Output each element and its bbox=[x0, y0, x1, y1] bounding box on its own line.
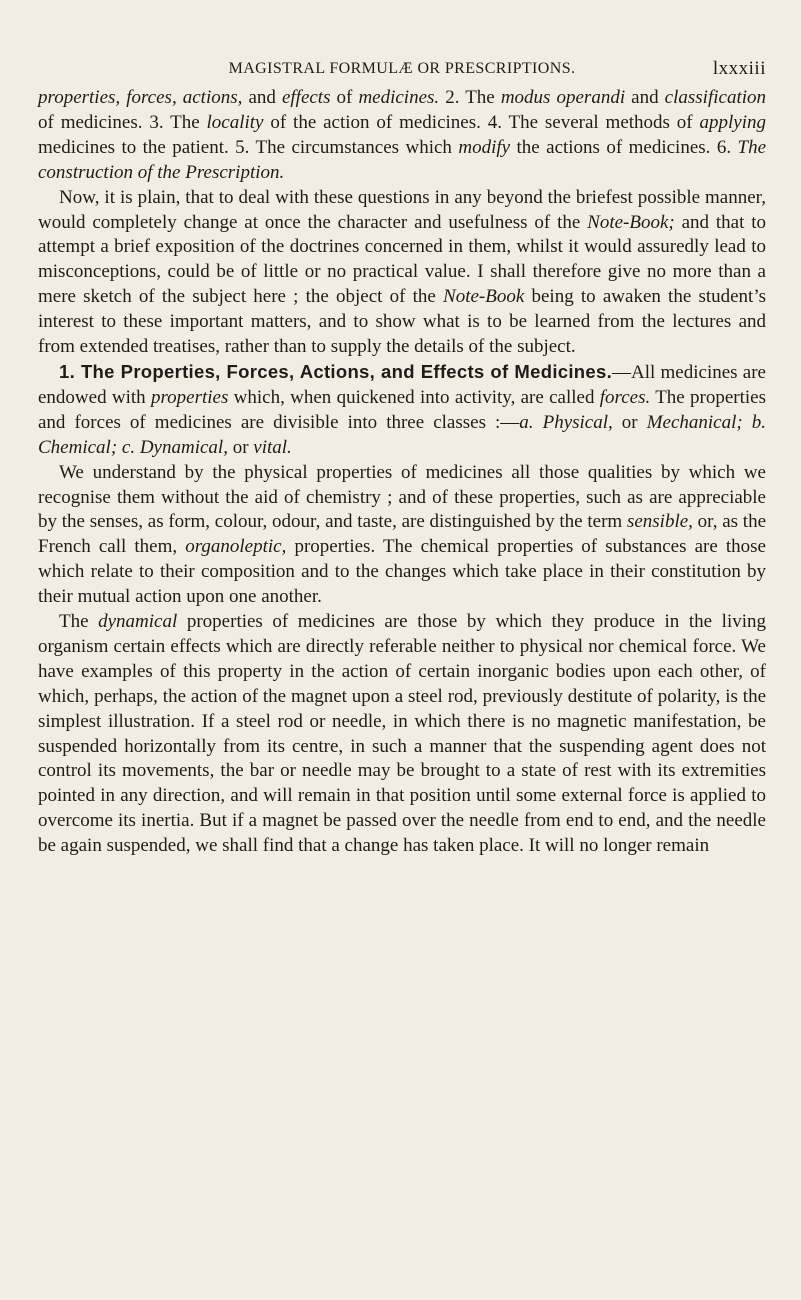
section-heading: 1. The Properties, Forces, Actions, and Effects of Medicines. bbox=[59, 360, 613, 382]
paragraph-4: We understand by the physical properties of medicines all those qualities by which we recognise them without the aid of chemistry ; and of these properties, such as are appreciable by the senses, as form, colour, odour, and taste, are distinguished by the term sensible, or, as the French call them, organoleptic, properties. The chemical properties of substances are those which relate to their composition and to the changes which take place in their constitution by their mutual action upon one another. bbox=[38, 461, 767, 608]
page-number: lxxxiii bbox=[712, 58, 766, 79]
body-text bbox=[38, 86, 766, 859]
running-head bbox=[38, 56, 766, 86]
paragraph-2: Now, it is plain, that to deal with these questions in any beyond the briefest possible manner, would completely change at once the character and usefulness of the Note-Book; and that to attempt a brief exposition of the doctrines concerned in them, whilst it would assuredly lead to misconceptions, could be of little or no practical value. I shall therefore give no more than a mere sketch of the subject here ; the object of the Note-Book being to awaken the student’s interest to these important matters, and to show what is to be learned from the lectures and from extended treatises, rather than to supply the details of the subject. bbox=[38, 186, 767, 358]
book-page bbox=[38, 56, 766, 859]
running-title: MAGISTRAL FORMULÆ OR PRESCRIPTIONS. bbox=[228, 60, 576, 77]
paragraph-5: The dynamical properties of medicines are those by which they produce in the living organism certain effects which are directly referable neither to physical nor chemical force. We have examples of this property in the action of certain inorganic bodies upon each other, of which, perhaps, the action of the magnet upon a steel rod, previously destitute of polarity, is the simplest illustration. If a steel rod or needle, in which there is no magnetic manifestation, be suspended horizontally from its centre, in such a manner that the suspending agent does not control its movements, the bar or needle may be brought to a state of rest with its extremities pointed in any direction, and will remain in that position until some external force is applied to overcome its inertia. But if a magnet be passed over the needle from end to end, and the needle be again suspended, we shall find that a change has taken place. It will no longer remain bbox=[38, 611, 766, 857]
paragraph-1: properties, forces, actions, and effects of medicines. 2. The modus operandi and classification of medicines. 3. The locality of the action of medicines. 4. The several methods of applying medicines to the patient. 5. The circumstances which modify the actions of medicines. 6. The construction of the Prescription. bbox=[38, 87, 766, 183]
paragraph-3: 1. The Properties, Forces, Actions, and Effects of Medicines.—All medicines are endowed with properties which, when quickened into activity, are called forces. The properties and forces of medicines are divisible into three classes :—a. Physical, or Mechanical; b. Chemical; c. Dynamical, or vital. bbox=[38, 360, 767, 458]
